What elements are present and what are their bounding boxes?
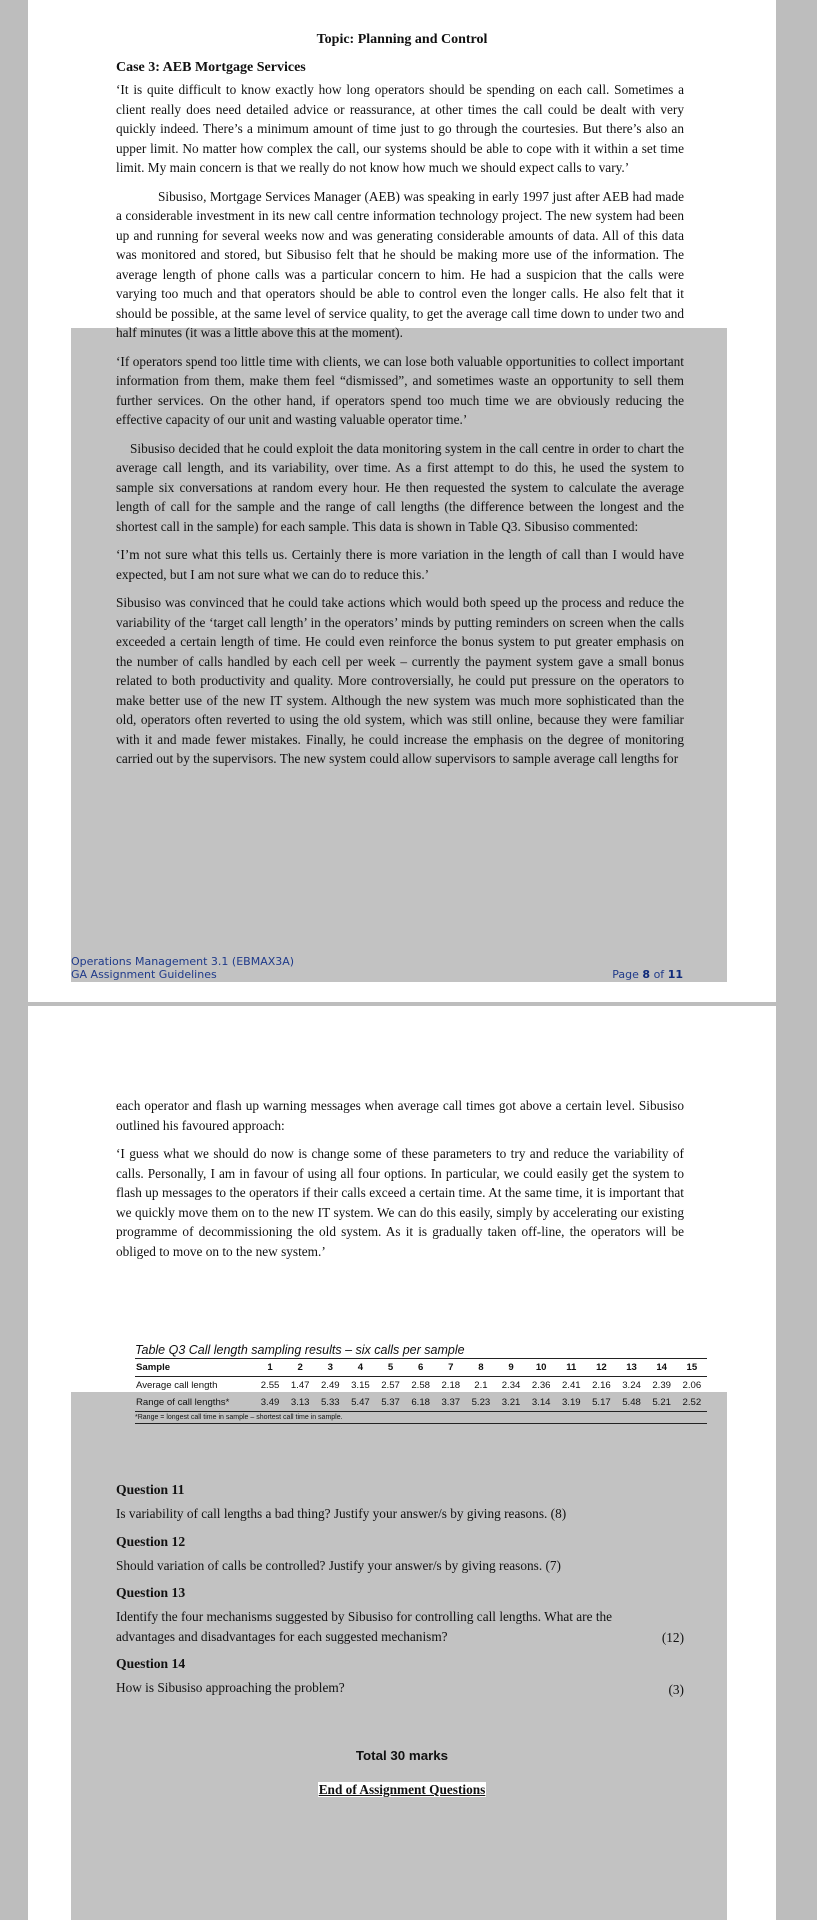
table-caption: Table Q3 Call length sampling results – six calls per sample	[135, 1343, 707, 1359]
sample-header-10: 10	[526, 1359, 556, 1377]
question-text: Should variation of calls be controlled? Justify your answer/s by giving reasons. (7)	[116, 1557, 561, 1573]
sample-header-6: 6	[406, 1359, 436, 1377]
table-header-row	[135, 1359, 707, 1377]
paragraph: ‘I’m not sure what this tells us. Certainly there is more variation in the length of call than I would have expected, but I am not sure what we can do to reduce this.’	[116, 547, 684, 582]
document-page-9	[28, 1006, 776, 1920]
table-cell: 3.14	[531, 1397, 551, 1408]
table-cell: 2.55	[260, 1380, 280, 1391]
table-cell: 2.16	[592, 1380, 611, 1391]
sample-header-3: 3	[315, 1359, 345, 1377]
table-cell: 2.18	[441, 1380, 461, 1391]
question-body	[116, 1678, 684, 1698]
paragraph: ‘If operators spend too little time with clients, we can lose both valuable opportunities to collect important information from them, make them feel “dismissed”, and sometimes waste an opportunity to sell them further services. On the other hand, if operators spend too much time we are obviously reducing the effective capacity of our unit and wasting valuable operator time.’	[116, 353, 684, 427]
course-name: Operations Management 3.1 (EBMAX3A)	[71, 955, 295, 968]
question-title: Question 11	[116, 1482, 185, 1497]
sample-header-9: 9	[496, 1359, 526, 1377]
page-footer	[71, 955, 683, 981]
question-body	[116, 1504, 684, 1524]
call-length-table	[135, 1359, 707, 1411]
paragraph: Sibusiso was convinced that he could take actions which would both speed up the process and reduce the variability of the ‘target call length’ in the operators’ minds by putting reminders on screen when the calls exceeded a certain length of time. He could even reinforce the bonus system to put greater emphasis on the number of calls handled by each cell per week – currently the payment system gave a small bonus related to both productivity and quality. More controversially, he could put pressure on the operators to make better use of the new IT system. Although the new system was much more sophisticated than the old, operators often reverted to using the old system, which was still online, because they were familiar with it and made fewer mistakes. Finally, he could increase the emphasis on the degree of monitoring carried out by the supervisors. The new system could allow supervisors to sample average call lengths for	[116, 595, 684, 766]
table-cell: 5.17	[592, 1397, 611, 1408]
table-cell: 2.49	[320, 1380, 340, 1391]
case-title: Case 3: AEB Mortgage Services	[116, 60, 306, 75]
sample-header-14: 14	[647, 1359, 677, 1377]
paragraph: each operator and flash up warning messages when average call times got above a certain level. Sibusiso outlined his favoured approach:	[116, 1098, 684, 1133]
sample-header-1: 1	[255, 1359, 285, 1377]
table-cell: 5.47	[351, 1397, 370, 1408]
table-cell: 5.33	[320, 1397, 340, 1408]
sample-header-4: 4	[345, 1359, 375, 1377]
topic-heading: Topic: Planning and Control	[316, 32, 488, 47]
table-cell: 2.36	[531, 1380, 551, 1391]
total-marks: Total 30 marks	[355, 1748, 449, 1763]
paragraph: ‘I guess what we should do now is change some of these parameters to try and reduce the variability of calls. Personally, I am in favour of using all four options. In particular, we could easily get the system to flash up messages to the operators if their calls exceed a certain time. At the same time, it is important that we quickly move them on to the new IT system. We can do this easily, simply by accelerating our existing programme of decommissioning the old system. As it is gradually taken off-line, the operators will be obliged to move on to the new system.’	[116, 1146, 684, 1259]
question-body	[116, 1556, 684, 1576]
table-cell: 5.37	[381, 1397, 400, 1408]
question-text: Is variability of call lengths a bad thing? Justify your answer/s by giving reasons. (8)	[116, 1506, 567, 1521]
table-cell: 2.06	[682, 1380, 702, 1391]
table-cell: 2.57	[381, 1380, 400, 1391]
page-number: Page 8 of 11	[612, 968, 683, 981]
case-body	[116, 60, 684, 769]
table-cell: 6.18	[411, 1397, 431, 1408]
question-title: Question 14	[116, 1656, 186, 1671]
question-text: Identify the four mechanisms suggested by Sibusiso for controlling call lengths. What are the advantages and disadvantages for each suggested mechanism?	[116, 1609, 613, 1644]
sample-header-5: 5	[376, 1359, 406, 1377]
table-cell: 2.41	[561, 1380, 581, 1391]
table-cell: 5.48	[622, 1397, 641, 1408]
sample-header-8: 8	[466, 1359, 496, 1377]
table-cell: 2.1	[474, 1380, 488, 1391]
sample-header-13: 13	[617, 1359, 647, 1377]
table-cell: 1.47	[290, 1380, 310, 1391]
question-marks: (12)	[661, 1630, 684, 1645]
case-body-continued	[116, 1096, 684, 1261]
question-text: How is Sibusiso approaching the problem?	[116, 1680, 345, 1695]
table-cell: 3.15	[351, 1380, 370, 1391]
table-cell: 2.39	[652, 1380, 672, 1391]
table-q3	[135, 1343, 707, 1424]
sample-header-2: 2	[285, 1359, 315, 1377]
sample-header-15: 15	[677, 1359, 707, 1377]
sample-header-7: 7	[436, 1359, 466, 1377]
table-cell: 3.21	[501, 1397, 521, 1408]
table-cell: 3.37	[441, 1397, 461, 1408]
table-row	[135, 1377, 707, 1395]
table-row	[135, 1394, 707, 1411]
sample-header-11: 11	[556, 1359, 586, 1377]
table-cell: 3.13	[290, 1397, 310, 1408]
paragraph: Sibusiso, Mortgage Services Manager (AEB) was speaking in early 1997 just after AEB had made a considerable investment in its new call centre information technology project. The new system had been up and running for several weeks now and was generating considerable amounts of data. All of this data was monitored and stored, but Sibusiso felt that he should be making more use of the information. The average length of phone calls was a particular concern to him. He had a suspicion that the calls were varying too much and that operators should be able to control even the longer calls. He also felt that it should be possible, at the same level of service quality, to get the average call time down to under two and half minutes (it was a little above this at the moment).	[116, 188, 684, 340]
table-cell: 2.34	[501, 1380, 521, 1391]
sample-header-12: 12	[586, 1359, 616, 1377]
table-cell: 2.58	[411, 1380, 431, 1391]
question-title: Question 12	[116, 1533, 186, 1549]
paragraph: ‘It is quite difficult to know exactly how long operators should be spending on each call. Sometimes a client really does need detailed advice or reassurance, at other times the call could be dealt with very quickly indeed. There’s a minimum amount of time just to go through the courtesies. But there’s also an upper limit. No matter how complex the call, our systems should be able to cope with it within a set time limit. My main concern is that we really do not know how much we should expect calls to vary.’	[116, 82, 684, 175]
table-cell: 2.52	[682, 1397, 702, 1408]
document-name: GA Assignment Guidelines	[71, 968, 217, 981]
question-body	[116, 1607, 684, 1646]
question-title: Question 13	[116, 1585, 186, 1600]
document-page-8	[28, 0, 776, 1002]
row-label: Average call length	[136, 1380, 218, 1391]
table-footnote: *Range = longest call time in sample – shortest call time in sample.	[135, 1411, 707, 1424]
row-label: Range of call lengths*	[136, 1397, 230, 1408]
table-cell: 3.24	[622, 1380, 641, 1391]
question-marks: (3)	[668, 1681, 684, 1697]
paragraph: Sibusiso decided that he could exploit the data monitoring system in the call centre in order to chart the average call length, and its variability, over time. As a first attempt to do this, he used the system to sample six conversations at random every hour. He then requested the system to calculate the average length of call for the sample and the range of call lengths (the difference between the longest and the shortest call in the sample) for each sample. This data is shown in Table Q3. Sibusiso commented:	[116, 440, 684, 534]
questions	[116, 1482, 684, 1698]
header-cell: Sample	[135, 1359, 255, 1377]
end-of-questions: End of Assignment Questions	[318, 1782, 486, 1797]
table-cell: 5.21	[652, 1397, 672, 1408]
table-cell: 3.49	[260, 1397, 280, 1408]
table-cell: 5.23	[471, 1397, 491, 1408]
table-cell: 3.19	[561, 1397, 581, 1408]
